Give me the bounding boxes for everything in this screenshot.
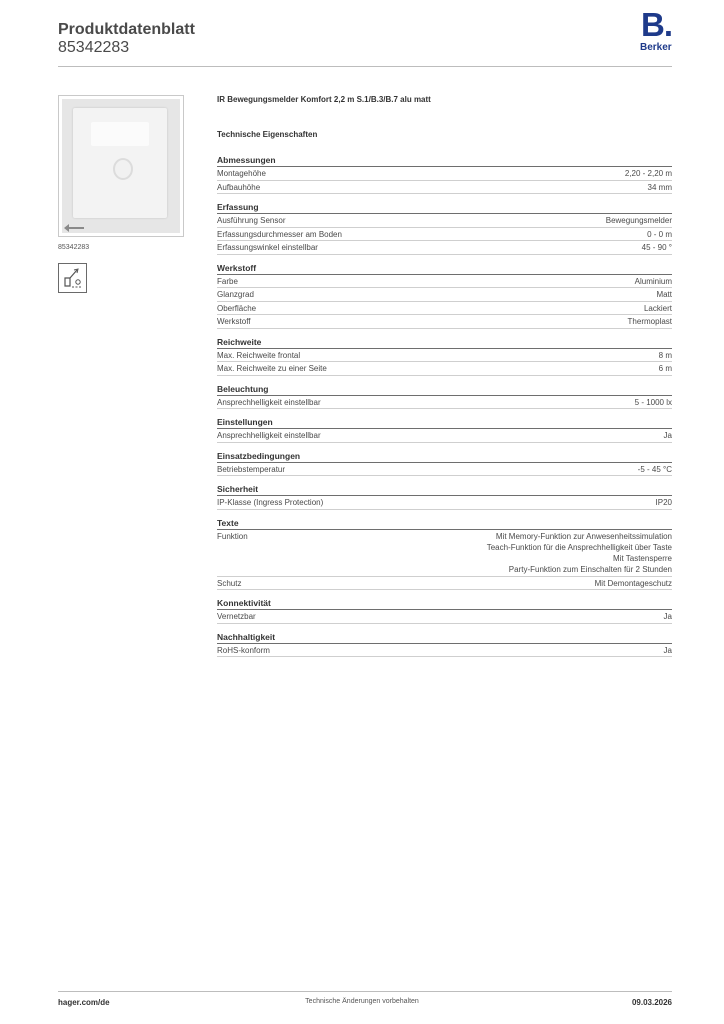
spec-value: 0 - 0 m: [647, 229, 672, 239]
article-number: 85342283: [58, 39, 130, 56]
spec-group-title: Reichweite: [217, 337, 672, 349]
spec-group: [217, 518, 672, 591]
footer-date: 09.03.2026: [631, 998, 672, 1007]
motion-sensor-illustration: [73, 108, 167, 218]
spec-value: Ja: [663, 612, 672, 622]
spec-value-line: Teach-Funktion für die Ansprechhelligkeit über Taste: [486, 542, 672, 552]
spec-group: [217, 598, 672, 624]
spec-value: Bewegungsmelder: [605, 216, 672, 225]
spec-value: Ja: [663, 645, 672, 655]
spec-label: RoHS-konform: [217, 645, 270, 655]
spec-label: Oberfläche: [217, 303, 257, 313]
spec-group-title: Texte: [217, 518, 672, 530]
spec-value-line: Party-Funktion zum Einschalten für 2 Stunden: [508, 565, 672, 575]
spec-label: Ansprechhelligkeit einstellbar: [217, 397, 321, 407]
sensor-lens: [113, 158, 133, 180]
spec-row: [217, 302, 672, 316]
spec-group: [217, 484, 672, 510]
spec-row: [217, 181, 672, 195]
sensor-window: [91, 122, 149, 146]
berker-logo: [638, 6, 676, 54]
spec-groups: [217, 155, 672, 665]
spec-value: 5 - 1000 lx: [634, 397, 672, 407]
spec-label: Ansprechhelligkeit einstellbar: [217, 431, 321, 440]
logo-letter: B.: [641, 6, 672, 43]
spec-value: IP20: [655, 498, 672, 507]
spec-value: 45 - 90 °: [641, 243, 672, 252]
header-divider: [58, 66, 672, 67]
product-image-background: [62, 99, 180, 233]
spec-value: Aluminium: [634, 276, 672, 286]
spec-group-title: Abmessungen: [217, 155, 672, 167]
spec-label: Erfassungswinkel einstellbar: [217, 243, 318, 252]
logo-wordmark: Berker: [640, 42, 672, 53]
spec-row: [217, 530, 672, 577]
spec-label: Montagehöhe: [217, 169, 266, 178]
spec-value: Matt: [656, 290, 672, 299]
spec-group-title: Sicherheit: [217, 484, 672, 496]
spec-group-title: Einstellungen: [217, 417, 672, 429]
spec-group-title: Nachhaltigkeit: [217, 632, 672, 644]
spec-row: [217, 577, 672, 591]
spec-label: Ausführung Sensor: [217, 216, 286, 225]
installation-feature-icon: [58, 263, 87, 293]
spec-value: [248, 531, 672, 576]
spec-row: [217, 315, 672, 329]
spec-row: [217, 241, 672, 255]
spec-group-title: Werkstoff: [217, 263, 672, 275]
spec-row: [217, 496, 672, 510]
spec-group: [217, 337, 672, 376]
spec-label: IP-Klasse (Ingress Protection): [217, 498, 324, 507]
footer-divider: [58, 991, 672, 992]
spec-value-line: Mit Memory-Funktion zur Anwesenheitssimulation: [495, 531, 672, 541]
spec-label: Farbe: [217, 276, 238, 286]
spec-value: Mit Demontageschutz: [594, 578, 672, 588]
spec-row: [217, 228, 672, 242]
spec-label: Max. Reichweite frontal: [217, 350, 301, 360]
spec-group: [217, 384, 672, 410]
spec-row: [217, 463, 672, 477]
spec-value: 8 m: [658, 350, 672, 360]
spec-row: [217, 167, 672, 181]
spec-row: [217, 275, 672, 289]
spec-value: 6 m: [658, 364, 672, 373]
spec-value: Ja: [663, 431, 672, 440]
spec-group: [217, 155, 672, 194]
spec-value: Thermoplast: [627, 317, 672, 326]
spec-group: [217, 202, 672, 255]
spec-row: [217, 349, 672, 363]
spec-row: [217, 610, 672, 624]
footer-website: hager.com/de: [58, 998, 110, 1007]
product-image: [58, 95, 184, 237]
spec-label: Schutz: [217, 578, 242, 588]
spec-row: [217, 644, 672, 658]
footer-notice: Technische Änderungen vorbehalten: [305, 998, 419, 1005]
spec-row: [217, 214, 672, 228]
spec-group: [217, 417, 672, 443]
spec-label: Werkstoff: [217, 317, 251, 326]
spec-group: [217, 632, 672, 658]
spec-value: 2,20 - 2,20 m: [624, 169, 672, 178]
image-caption: 85342283: [58, 244, 90, 251]
spec-row: [217, 396, 672, 410]
spec-group-title: Konnektivität: [217, 598, 672, 610]
spec-value: 34 mm: [647, 182, 672, 192]
spec-label: Funktion: [217, 531, 248, 541]
spec-label: Aufbauhöhe: [217, 182, 261, 192]
product-name: IR Bewegungsmelder Komfort 2,2 m S.1/B.3/B.7 alu matt: [217, 95, 431, 104]
section-heading: Technische Eigenschaften: [217, 130, 318, 139]
spec-label: Glanzgrad: [217, 290, 254, 299]
spec-row: [217, 362, 672, 376]
spec-label: Vernetzbar: [217, 612, 256, 622]
arrow-left-icon: [68, 227, 84, 229]
spec-value: -5 - 45 °C: [637, 464, 672, 474]
spec-group: [217, 263, 672, 329]
spec-group-title: Einsatzbedingungen: [217, 451, 672, 463]
spec-label: Betriebstemperatur: [217, 464, 286, 474]
spec-value-line: Mit Tastensperre: [613, 554, 672, 564]
spec-label: Erfassungsdurchmesser am Boden: [217, 229, 342, 239]
spec-group-title: Erfassung: [217, 202, 672, 214]
spec-group-title: Beleuchtung: [217, 384, 672, 396]
page-title: Produktdatenblatt: [58, 21, 195, 38]
spec-group: [217, 451, 672, 477]
spec-value: Lackiert: [643, 303, 672, 313]
spec-row: [217, 288, 672, 302]
spec-label: Max. Reichweite zu einer Seite: [217, 364, 327, 373]
spec-row: [217, 429, 672, 443]
